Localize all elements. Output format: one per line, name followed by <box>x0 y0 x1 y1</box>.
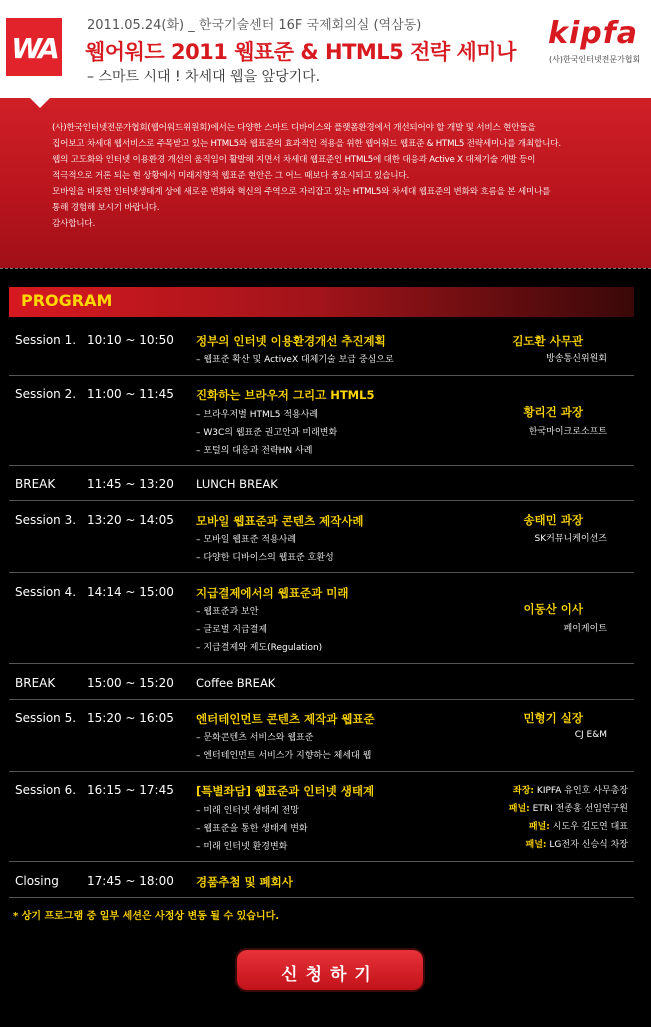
event-date: 2011.05.24(화) _ 한국기술센터 16F 국제회의실 (역삼동) <box>87 18 422 33</box>
row-divider <box>9 897 634 898</box>
row-divider <box>9 771 634 772</box>
closing-time: 17:45 ~ 18:00 <box>87 874 174 888</box>
org-caption: (사)한국인터넷전문가협회 <box>549 55 641 64</box>
panel-name: KIPFA 유인호 사무총장 <box>536 786 628 796</box>
row-divider <box>9 572 634 573</box>
session-bullet: – 지급결제와 제도(Regulation) <box>196 643 323 653</box>
intro-section <box>0 98 651 268</box>
session-bullet: – W3C의 웹표준 권고안과 미래변화 <box>196 428 338 438</box>
panel-name: 시도우 김도연 대표 <box>552 822 628 832</box>
session-title: 지급결제에서의 웹표준과 미래 <box>196 586 349 600</box>
session-label: Session 2. <box>15 387 77 401</box>
row-divider <box>9 375 634 376</box>
session-bullet: – 다양한 디바이스의 웹표준 호환성 <box>196 553 334 563</box>
session-bullet: – 웹표준과 보안 <box>196 607 259 617</box>
panel-member <box>529 819 628 832</box>
apply-button[interactable] <box>237 950 423 990</box>
intro-line: 웹의 고도화와 인터넷 이용환경 개선의 움직임이 활발해 지면서 차세대 웹표준인 HTML5에 대한 대응과 Active X 대체기술 개발 등이 <box>52 155 536 165</box>
panel-member <box>513 783 628 796</box>
panel-name: LG전자 신승식 차장 <box>549 840 628 850</box>
session-bullet: – 웹표준을 통한 생태계 변화 <box>196 824 308 834</box>
break-label: BREAK <box>15 477 56 491</box>
speaker-name: 송태민 과장 <box>523 513 583 527</box>
row-divider <box>9 500 634 501</box>
session-bullet: – 브라우저별 HTML5 적용사례 <box>196 410 319 420</box>
intro-line: 감사합니다. <box>52 219 96 229</box>
break-title: LUNCH BREAK <box>196 477 278 491</box>
speaker-org: 페이게이트 <box>563 624 607 634</box>
session-bullet: – 글로벌 지급결제 <box>196 625 268 635</box>
speaker-org: CJ E&M <box>574 730 607 740</box>
session-title: [특별좌담] 웹표준과 인터넷 생태계 <box>196 784 375 798</box>
footnote: * 상기 프로그램 중 일부 세션은 사정상 변동 될 수 있습니다. <box>13 911 280 922</box>
program-heading: PROGRAM <box>21 291 113 310</box>
session-label: Session 1. <box>15 333 77 347</box>
row-divider <box>9 465 634 466</box>
speaker-org: 방송통신위원회 <box>546 354 607 364</box>
event-title: 웹어워드 2011 웹표준 & HTML5 전략 세미나 <box>85 40 516 64</box>
session-time: 13:20 ~ 14:05 <box>87 513 174 527</box>
apply-button-label: 신청하기 <box>281 965 379 985</box>
session-bullet: – 문화콘텐츠 서비스와 웹표준 <box>196 733 314 743</box>
break-title: Coffee BREAK <box>196 676 276 690</box>
session-bullet: – 웹표준 확산 및 ActiveX 대체기술 보급 중심으로 <box>196 355 394 365</box>
session-label: Session 5. <box>15 711 77 725</box>
closing-title: 경품추첨 및 폐회사 <box>196 875 293 889</box>
break-time: 11:45 ~ 13:20 <box>87 477 174 491</box>
divider <box>0 268 651 269</box>
session-bullet: – 모바일 웹표준 적용사례 <box>196 535 297 545</box>
session-title: 엔터테인먼트 콘텐츠 제작과 웹표준 <box>196 712 375 726</box>
panel-name: ETRI 전종홍 선임연구원 <box>532 804 628 814</box>
intro-text <box>52 120 642 232</box>
session-title: 정부의 인터넷 이용환경개선 추진계획 <box>196 334 386 348</box>
session-label: Session 3. <box>15 513 77 527</box>
panel-member <box>526 837 628 850</box>
break-time: 15:00 ~ 15:20 <box>87 676 174 690</box>
session-bullet: – 엔터테인먼트 서비스가 지향하는 체세대 웹 <box>196 751 372 761</box>
program-heading-bar <box>9 287 634 317</box>
speaker-name: 김도환 사무관 <box>512 334 583 348</box>
panel-member <box>509 801 628 814</box>
row-divider <box>9 861 634 862</box>
session-bullet: – 미래 인터넷 환경변화 <box>196 842 288 852</box>
session-time: 14:14 ~ 15:00 <box>87 585 174 599</box>
speaker-org: SK커뮤니케이션즈 <box>534 534 607 544</box>
row-divider <box>9 663 634 664</box>
intro-line: 집어보고 차세대 웹서비스로 주목받고 있는 HTML5와 웹표준의 효과적인 적용을 위한 웹어워드 웹표준 & HTML5 전략세미나를 개최합니다. <box>52 139 561 149</box>
notch-decoration <box>30 98 50 108</box>
closing-label: Closing <box>15 874 59 888</box>
speaker-name: 민형기 실장 <box>523 711 583 725</box>
speaker-org: 한국마이크로소프트 <box>528 427 607 437</box>
kipfa-logo: kipfa <box>548 16 639 51</box>
speaker-name: 이동산 이사 <box>523 602 583 616</box>
panel-role: 패널: <box>528 822 550 832</box>
header <box>0 0 651 98</box>
panel-role: 좌장: <box>513 786 535 796</box>
break-label: BREAK <box>15 676 56 690</box>
session-title: 모바일 웹표준과 콘텐츠 제작사례 <box>196 514 364 528</box>
session-time: 16:15 ~ 17:45 <box>87 783 174 797</box>
webaward-logo <box>6 18 62 76</box>
intro-line: 적극적으로 거론 되는 현 상황에서 미래지향적 웹표준 현안은 그 어느 때보다 중요시되고 있습니다. <box>52 171 409 181</box>
intro-line: 통해 경험해 보시기 바랍니다. <box>52 203 160 213</box>
session-time: 10:10 ~ 10:50 <box>87 333 174 347</box>
session-bullet: – 미래 인터넷 생태계 전망 <box>196 806 299 816</box>
speaker-name: 황리건 과장 <box>523 405 583 419</box>
session-label: Session 6. <box>15 783 77 797</box>
logo-text: WA <box>11 32 57 65</box>
row-divider <box>9 699 634 700</box>
session-time: 15:20 ~ 16:05 <box>87 711 174 725</box>
session-label: Session 4. <box>15 585 77 599</box>
panel-role: 패널: <box>525 840 547 850</box>
session-title: 진화하는 브라우저 그리고 HTML5 <box>196 388 375 402</box>
panel-role: 패널: <box>508 804 530 814</box>
intro-line: (사)한국인터넷전문가협회(웹어워드위원회)에서는 다양한 스마트 디바이스와 플랫폼환경에서 개선되어야 할 개발 및 서비스 현안들을 <box>52 123 536 133</box>
event-subtitle: – 스마트 시대 ! 차세대 웹을 앞당기다. <box>87 69 321 85</box>
session-bullet: – 포털의 대응과 전략HN 사례 <box>196 446 313 456</box>
intro-line: 모바일을 비롯한 인터넷생태계 상에 새로운 변화와 혁신의 주역으로 자리잡고 있는 HTML5와 차세대 웹표준의 변화와 흐름을 본 세미나를 <box>52 187 551 197</box>
session-time: 11:00 ~ 11:45 <box>87 387 174 401</box>
